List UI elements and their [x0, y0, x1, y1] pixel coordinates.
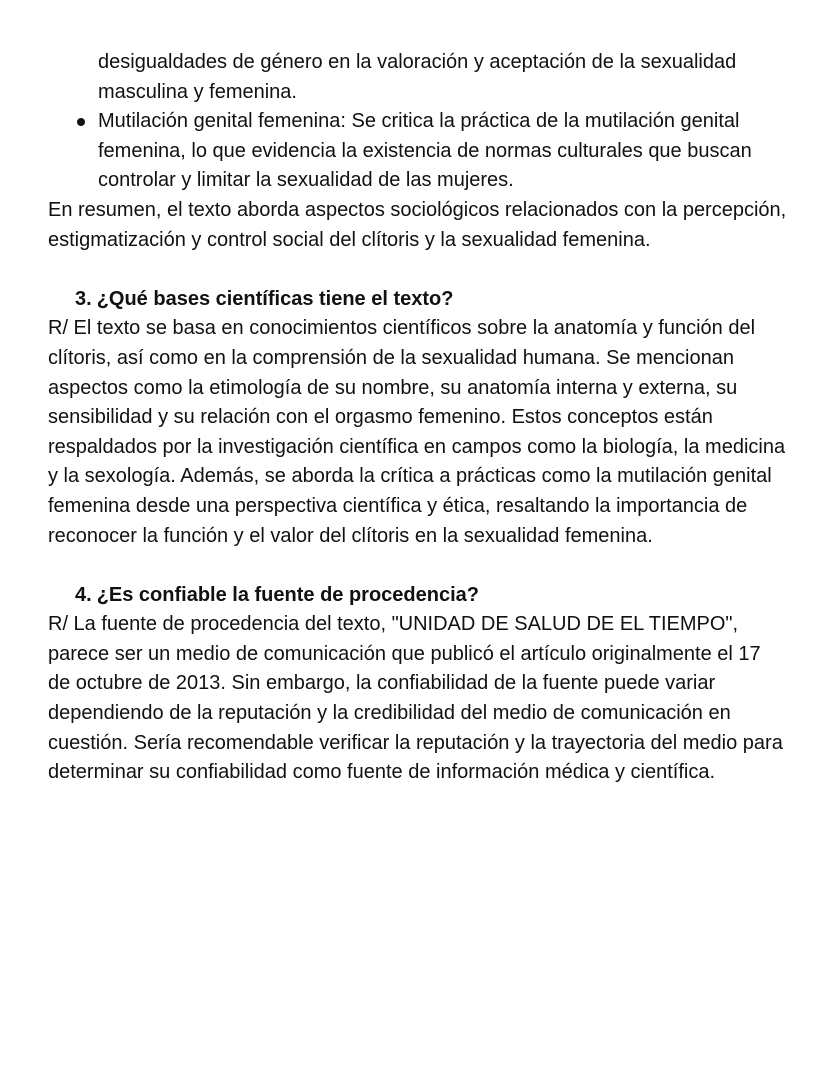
- document-page: [48, 48, 788, 788]
- section-number: 3.: [75, 287, 92, 310]
- summary-paragraph: En resumen, el texto aborda aspectos sociológicos relacionados con la percepción, estigmatización y control social del clítoris y la sexualidad femenina.: [48, 198, 787, 251]
- bullet-text: Mutilación genital femenina: Se critica la práctica de la mutilación genital femenina, lo que evidencia la existencia de normas culturales que buscan controlar y limitar la sexualidad de las mujeres.: [98, 110, 752, 192]
- bullet-list: [48, 48, 788, 196]
- section-question: ¿Qué bases científicas tiene el texto?: [96, 287, 454, 310]
- bullet-item-continued: [48, 48, 788, 107]
- section-3-heading: [48, 285, 788, 315]
- section-question: ¿Es confiable la fuente de procedencia?: [96, 583, 480, 606]
- bullet-item-mutilacion: [48, 107, 788, 196]
- section-4-heading: [48, 581, 788, 611]
- bullet-text: desigualdades de género en la valoración y aceptación de la sexualidad masculina y femenina.: [98, 51, 737, 103]
- section-4-answer: R/ La fuente de procedencia del texto, "UNIDAD DE SALUD DE EL TIEMPO", parece ser un medio de comunicación que publicó el artículo originalmente el 17 de octubre de 2013. Sin embargo, la confiabilidad de la fuente puede variar dependiendo de la reputación y la credibilidad del medio de comunicación en cuestión. Sería recomendable verificar la reputación y la trayectoria del medio para determinar su confiabilidad como fuente de información médica y científica.: [48, 613, 783, 784]
- section-number: 4.: [75, 583, 92, 606]
- section-3-answer: R/ El texto se basa en conocimientos científicos sobre la anatomía y función del clítoris, así como en la comprensión de la sexualidad humana. Se mencionan aspectos como la etimología de su nombre, su anatomía interna y externa, su sensibilidad y su relación con el orgasmo femenino. Estos conceptos están respaldados por la investigación científica en campos como la biología, la medicina y la sexología. Además, se aborda la crítica a prácticas como la mutilación genital femenina desde una perspectiva científica y ética, resaltando la importancia de reconocer la función y el valor del clítoris en la sexualidad femenina.: [48, 317, 786, 547]
